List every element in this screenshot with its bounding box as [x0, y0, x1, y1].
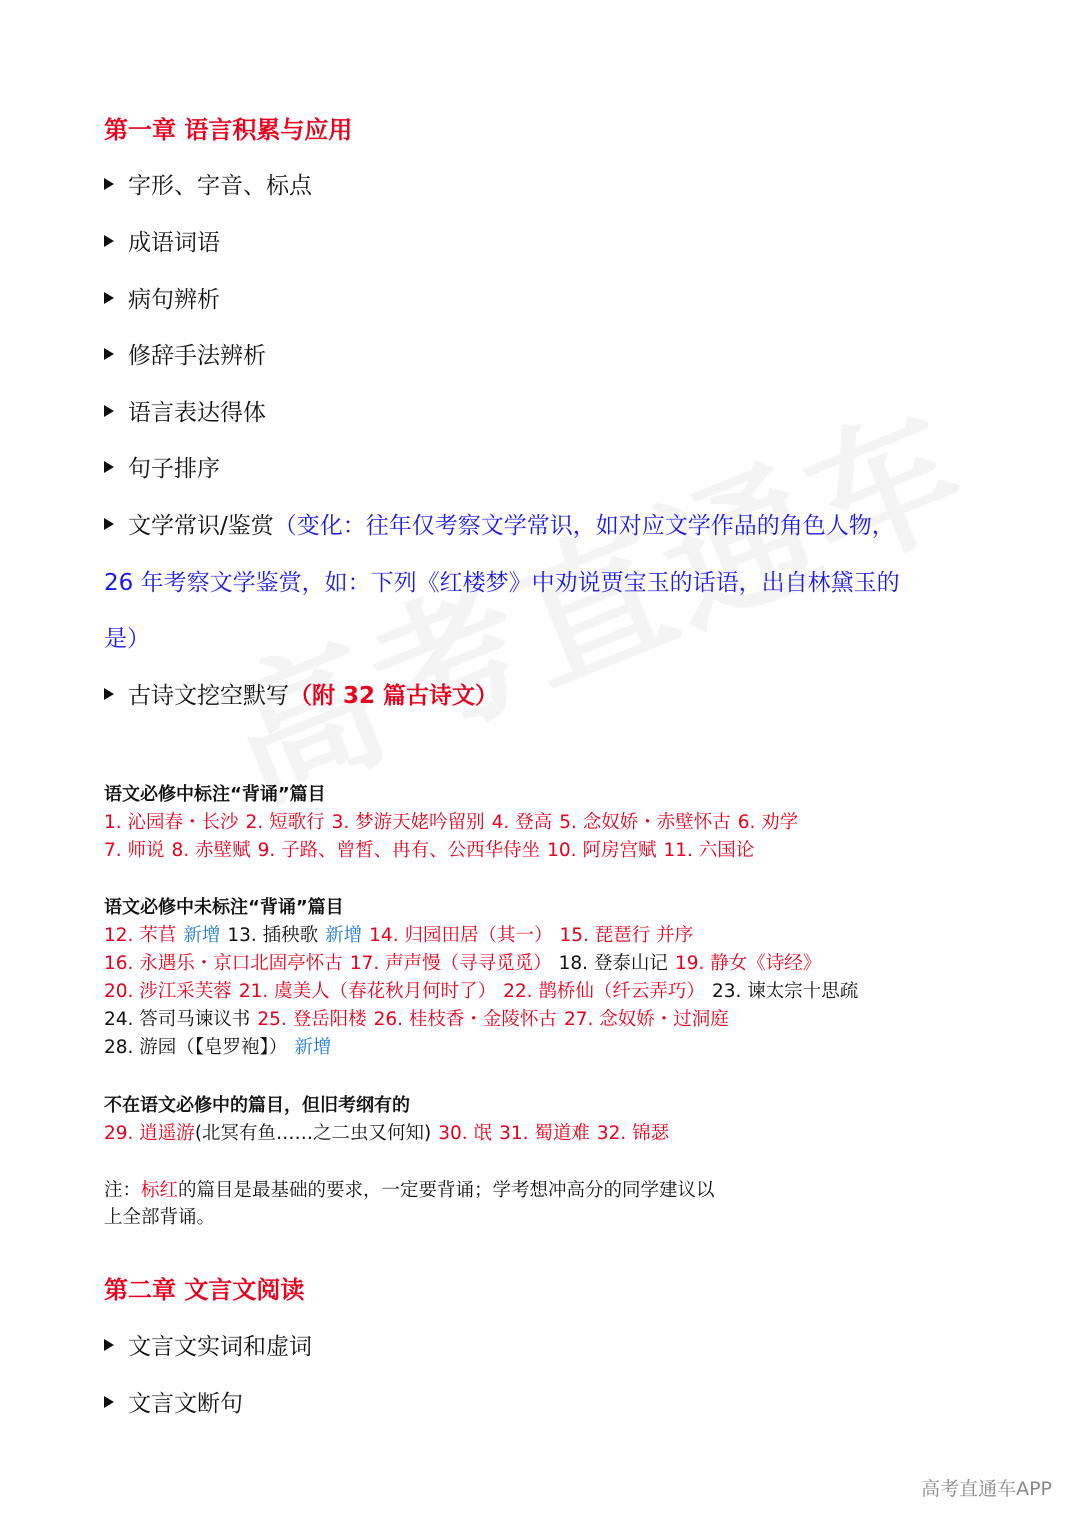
recite-unmarked-heading: 语文必修中未标注“背诵”篇目 [104, 897, 344, 918]
not-in-textbook-heading: 不在语文必修中的篇目，但旧考纲有的 [104, 1095, 410, 1116]
literature-change-note-line2: 26 年考察文学鉴赏，如：下列《红楼梦》中劝说贾宝玉的话语，出自林黛玉的 [104, 570, 900, 596]
list-item: 7. 师说 8. 赤壁赋 9. 子路、曾皙、冉有、公西华侍坐 10. 阿房宫赋 11. 六国论 [104, 840, 755, 861]
chapter-1-title: 第一章 语言积累与应用 [104, 116, 353, 144]
bullet-item-literature: 文学常识/鉴赏（变化：往年仅考察文学常识，如对应文学作品的角色人物， [104, 511, 895, 541]
triangle-bullet-icon [104, 518, 114, 530]
bullet-item: 字形、字音、标点 [104, 171, 312, 201]
footer-brand: 高考直通车APP [921, 1478, 1052, 1500]
list-item: 24. 答司马谏议书 25. 登岳阳楼 26. 桂枝香・金陵怀古 27. 念奴娇・过洞庭 [104, 1009, 729, 1030]
triangle-bullet-icon [104, 235, 114, 247]
new-badge: 新增 [294, 1037, 332, 1058]
triangle-bullet-icon [104, 1339, 114, 1351]
triangle-bullet-icon [104, 461, 114, 473]
note-line2: 上全部背诵。 [104, 1207, 216, 1228]
list-item: 20. 涉江采芙蓉 21. 虞美人（春花秋月何时了） 22. 鹊桥仙（纤云弄巧） 23. 谏太宗十思疏 [104, 981, 859, 1002]
note-red-mark: 标红 [141, 1180, 179, 1201]
bullet-item: 文言文断句 [104, 1389, 243, 1419]
bullet-item-poetry: 古诗文挖空默写（附 32 篇古诗文） [104, 681, 498, 711]
bullet-item: 病句辨析 [104, 285, 220, 315]
new-badge: 新增 [183, 925, 221, 946]
literature-change-note-line3: 是） [104, 626, 150, 652]
new-badge: 新增 [325, 925, 363, 946]
triangle-bullet-icon [104, 405, 114, 417]
triangle-bullet-icon [104, 688, 114, 700]
note-line1: 注：标红的篇目是最基础的要求，一定要背诵；学考想冲高分的同学建议以 [104, 1180, 715, 1201]
bullet-item: 修辞手法辨析 [104, 341, 266, 371]
triangle-bullet-icon [104, 178, 114, 190]
list-item: 1. 沁园春・长沙 2. 短歌行 3. 梦游天姥吟留别 4. 登高 5. 念奴娇・赤壁怀古 6. 劝学 [104, 812, 799, 833]
triangle-bullet-icon [104, 348, 114, 360]
recite-marked-heading: 语文必修中标注“背诵”篇目 [104, 784, 326, 805]
list-item: 28. 游园（【皂罗袍】） 新增 [104, 1037, 332, 1058]
poetry-appendix-note: （附 32 篇古诗文） [289, 683, 499, 709]
chapter-2-title: 第二章 文言文阅读 [104, 1276, 305, 1304]
list-item: 12. 芣苢 新增 13. 插秧歌 新增 14. 归园田居（其一） 15. 琵琶行 并序 [104, 925, 694, 946]
bullet-item: 文言文实词和虚词 [104, 1332, 312, 1362]
literature-change-note: （变化：往年仅考察文学常识，如对应文学作品的角色人物， [273, 513, 895, 539]
bullet-item: 成语词语 [104, 228, 220, 258]
triangle-bullet-icon [104, 292, 114, 304]
triangle-bullet-icon [104, 1396, 114, 1408]
bullet-item: 句子排序 [104, 454, 220, 484]
list-item: 16. 永遇乐・京口北固亭怀古 17. 声声慢（寻寻觅觅） 18. 登泰山记 19. 静女《诗经》 [104, 953, 822, 974]
bullet-item: 语言表达得体 [104, 398, 266, 428]
list-item: 29. 逍遥游(北冥有鱼……之二虫又何知) 30. 氓 31. 蜀道难 32. 锦瑟 [104, 1123, 670, 1144]
